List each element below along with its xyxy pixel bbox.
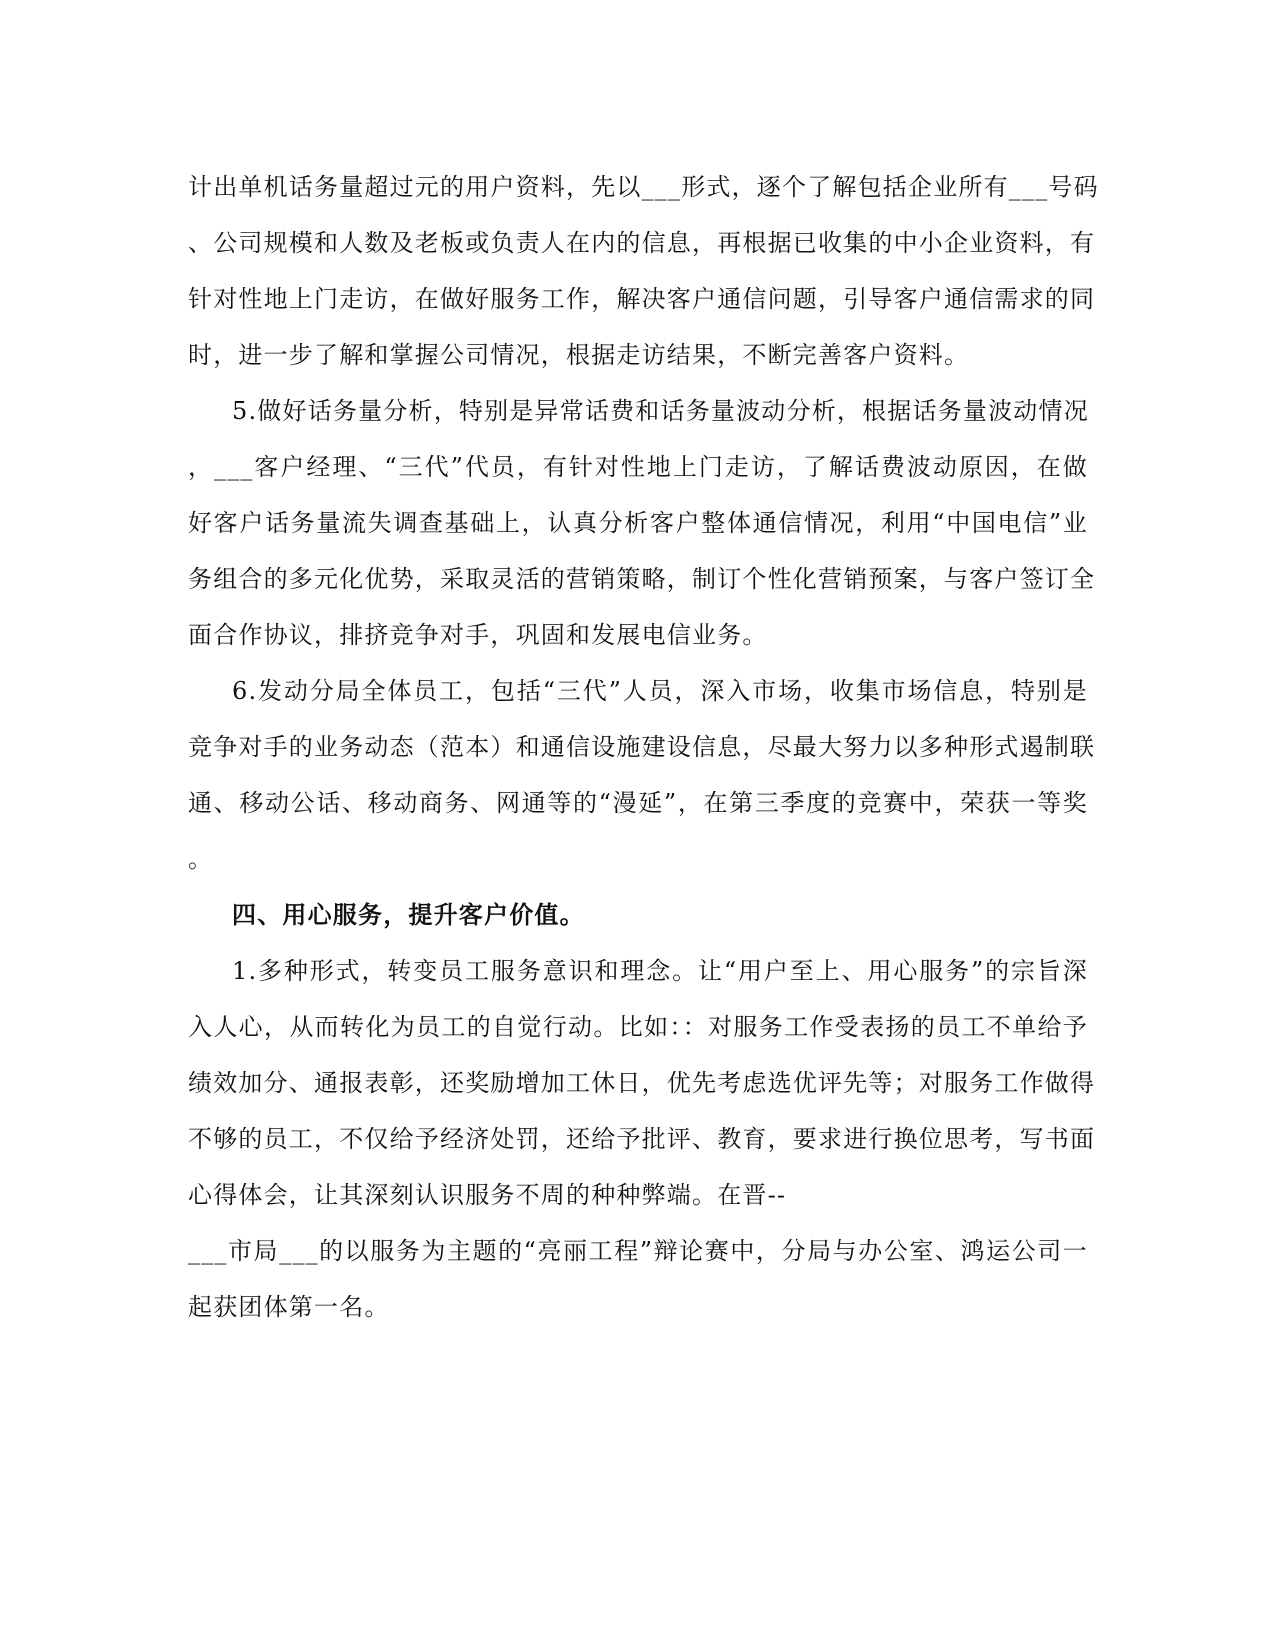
text-line: 竞争对手的业务动态（范本）和通信设施建设信息，尽最大努力以多种形式遏制联 bbox=[188, 733, 1096, 761]
text-line: 务组合的多元化优势，采取灵活的营销策略，制订个性化营销预案，与客户签订全 bbox=[188, 565, 1096, 593]
text-line: 计出单机话务量超过元的用户资料，先以___形式，逐个了解包括企业所有___号码 bbox=[188, 173, 1099, 201]
text-line: 面合作协议，排挤竞争对手，巩固和发展电信业务。 bbox=[188, 621, 768, 649]
text-line: 起获团体第一名。 bbox=[188, 1293, 390, 1321]
paragraph-start-line: 6.发动分局全体员工，包括“三代”人员，深入市场，收集市场信息，特别是 bbox=[232, 677, 1088, 705]
text-line: 绩效加分、通报表彰，还奖励增加工休日，优先考虑选优评先等；对服务工作做得 bbox=[188, 1069, 1096, 1097]
text-line: ___市局___的以服务为主题的“亮丽工程”辩论赛中，分局与办公室、鸿运公司一 bbox=[188, 1237, 1088, 1265]
text-line: ，___客户经理、“三代”代员，有针对性地上门走访，了解话费波动原因，在做 bbox=[188, 453, 1088, 481]
text-line: 通、移动公话、移动商务、网通等的“漫延”，在第三季度的竞赛中，荣获一等奖 bbox=[188, 789, 1088, 817]
paragraph-start-line: 5.做好话务量分析，特别是异常话费和话务量波动分析，根据话务量波动情况 bbox=[232, 397, 1089, 425]
text-line: 针对性地上门走访，在做好服务工作，解决客户通信问题，引导客户通信需求的同 bbox=[188, 285, 1096, 313]
text-line: 心得体会，让其深刻认识服务不周的种种弊端。在晋-- bbox=[188, 1181, 787, 1209]
paragraph-start-line: 1.多种形式，转变员工服务意识和理念。让“用户至上、用心服务”的宗旨深 bbox=[232, 957, 1088, 985]
text-line: 时，进一步了解和掌握公司情况，根据走访结果，不断完善客户资料。 bbox=[188, 341, 970, 369]
text-line: 、公司规模和人数及老板或负责人在内的信息，再根据已收集的中小企业资料，有 bbox=[188, 229, 1096, 257]
text-line: 入人心，从而转化为员工的自觉行动。比如：：对服务工作受表扬的员工不单给予 bbox=[188, 1013, 1088, 1041]
text-line: 好客户话务量流失调查基础上，认真分析客户整体通信情况，利用“中国电信”业 bbox=[188, 509, 1088, 537]
text-line: 不够的员工，不仅给予经济处罚，还给予批评、教育，要求进行换位思考，写书面 bbox=[188, 1125, 1096, 1153]
text-line: 。 bbox=[188, 845, 214, 873]
section-heading: 四、用心服务，提升客户价值。 bbox=[232, 900, 585, 929]
